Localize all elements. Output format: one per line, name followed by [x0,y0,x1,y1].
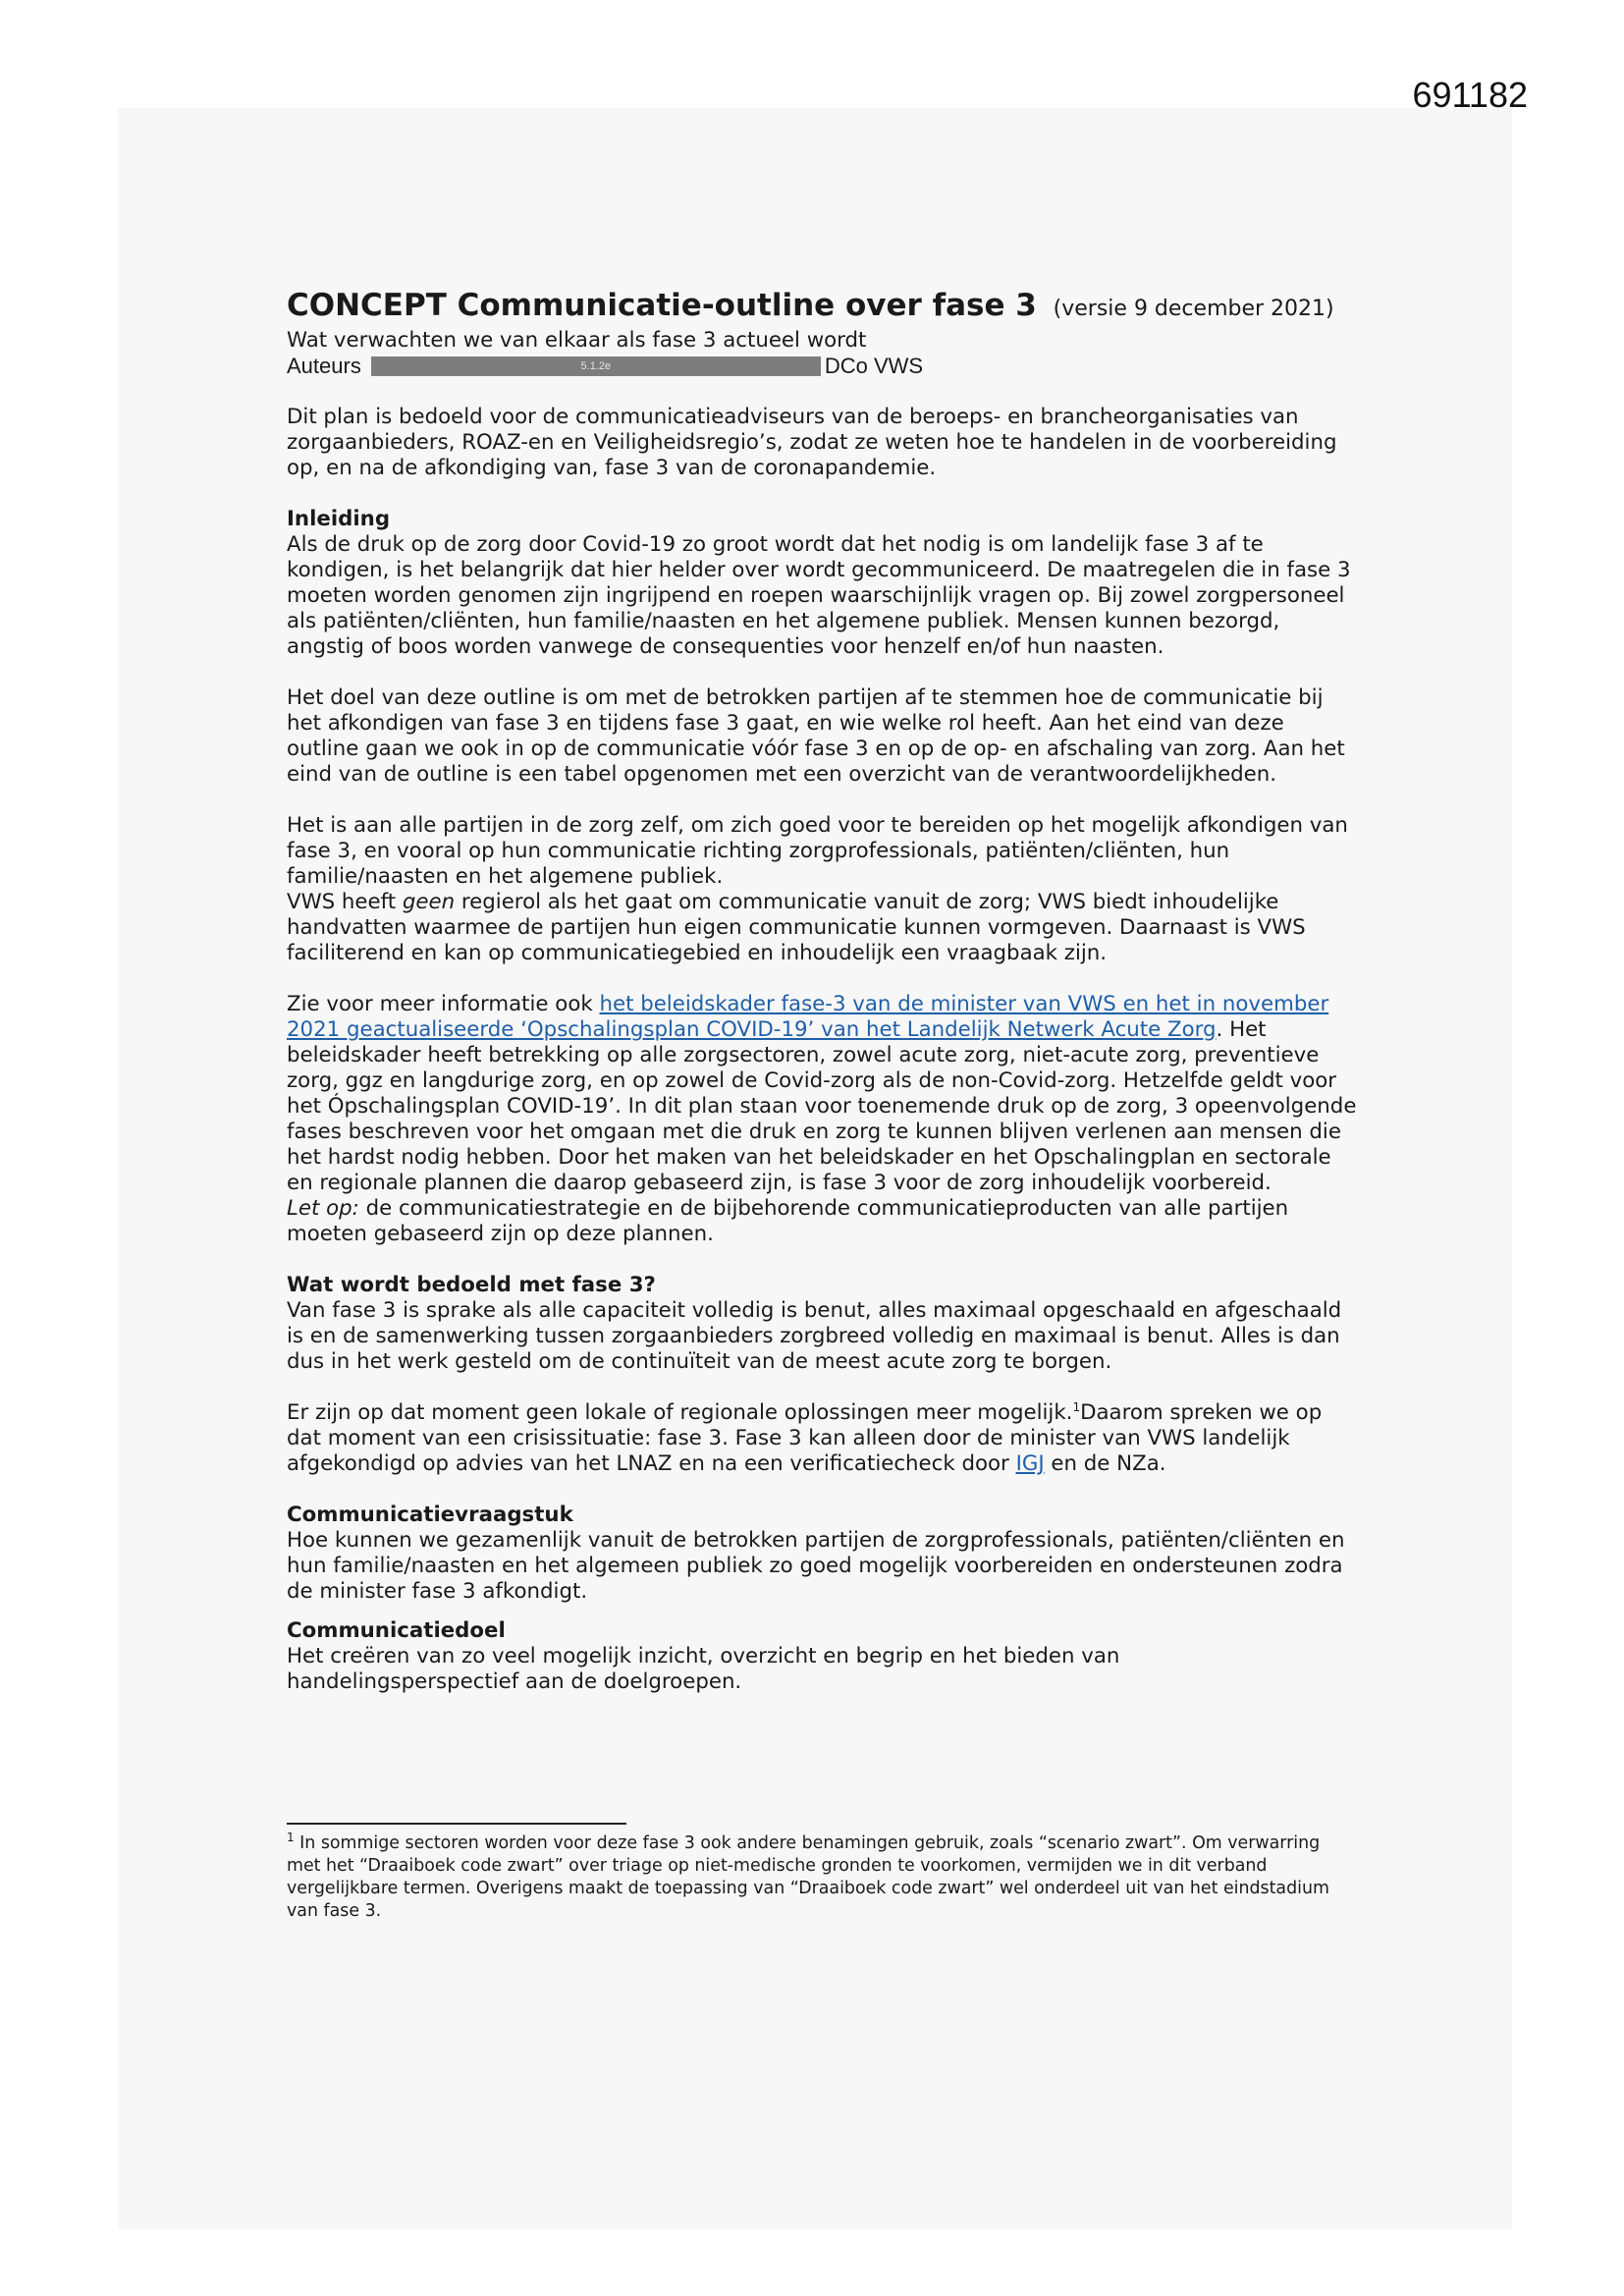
inleiding-paragraph-1: Als de druk op de zorg door Covid-19 zo groot wordt dat het nodig is om landelijk fase 3 af te kondigen, is het belangrijk dat hier helder over wordt gecommuniceerd. De maatregelen die in fase 3 moeten worden genomen zijn ingrijpend en roepen waarschijnlijk vragen op. Bij zowel zorgpersoneel als patiënten/cliënten, hun familie/naasten en het algemene publiek. Mensen kunnen bezorgd, angstig of boos worden vanwege de consequenties voor henzelf en/of hun naasten. [287,532,1351,659]
footnote-separator [287,1823,626,1825]
document-number: 691182 [1412,75,1528,115]
heading-inleiding: Inleiding [287,507,391,531]
p4-text-after: regierol als het gaat om communicatie vanuit de zorg; VWS biedt inhoudelijke handvatten waarmee de partijen hun eigen communicatie kunnen vormgeven. Daarnaast is VWS faciliterend en kan op communicatiegebied en inhoudelijk een vraagbaak zijn. [287,890,1306,965]
document-body [287,287,1357,1695]
fase3-p2-after: en de NZa. [1044,1451,1166,1476]
footnote-reference[interactable]: 1 [1072,1399,1081,1414]
fase3-paragraph-2 [287,1400,1357,1477]
inleiding-paragraph-3: Het is aan alle partijen in de zorg zelf, om zich goed voor te bereiden op het mogelijk afkondigen van fase 3, en vooral op hun communicatie richting zorgprofessionals, patiënten/cliënten, hun familie/naasten en het algemene publiek. [287,813,1348,889]
igj-link[interactable]: IGJ [1015,1451,1045,1476]
document-subtitle: Wat verwachten we van elkaar als fase 3 actueel wordt [287,328,867,353]
heading-communicatievraagstuk: Communicatievraagstuk [287,1503,573,1527]
p4-text-before: VWS heeft [287,890,403,914]
heading-communicatiedoel: Communicatiedoel [287,1618,506,1643]
document-title-line [287,287,1357,328]
inleiding-paragraph-2: Het doel van deze outline is om met de betrokken partijen af te stemmen hoe de communicatie bij het afkondigen van fase 3 en tijdens fase 3 gaat, en wie welke rol heeft. Aan het eind van deze outline gaan we ook in op de communicatie vóór fase 3 en op de op- en afschaling van zorg. Aan het eind van de outline is een tabel opgenomen met een overzicht van de verantwoordelijkheden. [287,685,1345,787]
inleiding-paragraph-5 [287,992,1357,1196]
p5-text-before: Zie voor meer informatie ook [287,992,600,1016]
p4-emphasis: geen [402,890,456,914]
footnote-number: 1 [287,1831,295,1845]
intro-paragraph: Dit plan is bedoeld voor de communicatieadviseurs van de beroeps- en brancheorganisaties van zorgaanbieders, ROAZ-en en Veiligheidsregio’s, zodat ze weten hoe te handelen in de voorbereiding op, en na de afkondiging van, fase 3 van de coronapandemie. [287,405,1337,480]
redaction-bar: 5.1.2e [371,356,821,376]
document-version: (versie 9 december 2021) [1053,297,1334,321]
p5-text-after: . Het beleidskader heeft betrekking op alle zorgsectoren, zowel acute zorg, niet-acute zorg, preventieve zorg, ggz en langdurige zorg, en op zowel de Covid-zorg als de non-Covid-zorg. Hetzelfde geldt voor het Ópschalingsplan COVID-19’. In dit plan staan voor toenemende druk op de zorg, 3 opeenvolgende fases beschreven voor het omgaan met die druk en zorg te kunnen blijven verlenen aan mensen die het hardst nodig hebben. Door het maken van het beleidskader en het Opschalingplan en sectorale en regionale plannen die daarop gebaseerd zijn, is fase 3 voor de zorg inhoudelijk voorbereid. [287,1017,1357,1195]
fase3-p2-before: Er zijn op dat moment geen lokale of regionale oplossingen meer mogelijk. [287,1400,1073,1425]
inleiding-paragraph-6 [287,1196,1357,1247]
communicatievraagstuk-text: Hoe kunnen we gezamenlijk vanuit de betrokken partijen de zorgprofessionals, patiënten/cliënten en hun familie/naasten en het algemeen publiek zo goed mogelijk voorbereiden en ondersteunen zodra de minister fase 3 afkondigt. [287,1528,1345,1604]
let-op-label: Let op: [287,1196,359,1221]
communicatiedoel-text: Het creëren van zo veel mogelijk inzicht, overzicht en begrip en het bieden van handelingsperspectief aan de doelgroepen. [287,1644,1120,1694]
authors-suffix: DCo VWS [824,354,924,378]
p6-text-after: de communicatiestrategie en de bijbehorende communicatieproducten van alle partijen moeten gebaseerd zijn op deze plannen. [287,1196,1289,1246]
heading-fase3: Wat wordt bedoeld met fase 3? [287,1273,656,1297]
footnote [287,1832,1357,1923]
beleidskader-link[interactable]: het beleidskader fase-3 van de minister van VWS en het in november 2021 geactualiseerde ‘Opschalingsplan COVID-19’ van het Landelijk Netwerk Acute Zorg [287,992,1329,1042]
fase3-paragraph-1: Van fase 3 is sprake als alle capaciteit volledig is benut, alles maximaal opgeschaald en afgeschaald is en de samenwerking tussen zorgaanbieders zorgbreed volledig en maximaal is benut. Alles is dan dus in het werk gesteld om de continuïteit van de meest acute zorg te borgen. [287,1298,1342,1374]
document-title: CONCEPT Communicatie-outline over fase 3 [287,288,1037,323]
footnote-text: In sommige sectoren worden voor deze fase 3 ook andere benamingen gebruik, zoals “scenario zwart”. Om verwarring met het “Draaiboek code zwart” over triage op niet-medische gronden te voorkomen, vermijden we in dit verband vergelijkbare termen. Overigens maakt de toepassing van “Draaiboek code zwart” wel onderdeel uit van het eindstadium van fase 3. [287,1833,1329,1921]
authors-line [287,354,1357,379]
inleiding-paragraph-4 [287,890,1357,966]
fase3-p2-mid: Daarom spreken we op dat moment van een crisissituatie: fase 3. Fase 3 kan alleen door de minister van VWS landelijk afgekondigd op advies van het LNAZ en na een verificatiecheck door [287,1400,1323,1476]
authors-label: Auteurs [287,354,361,378]
